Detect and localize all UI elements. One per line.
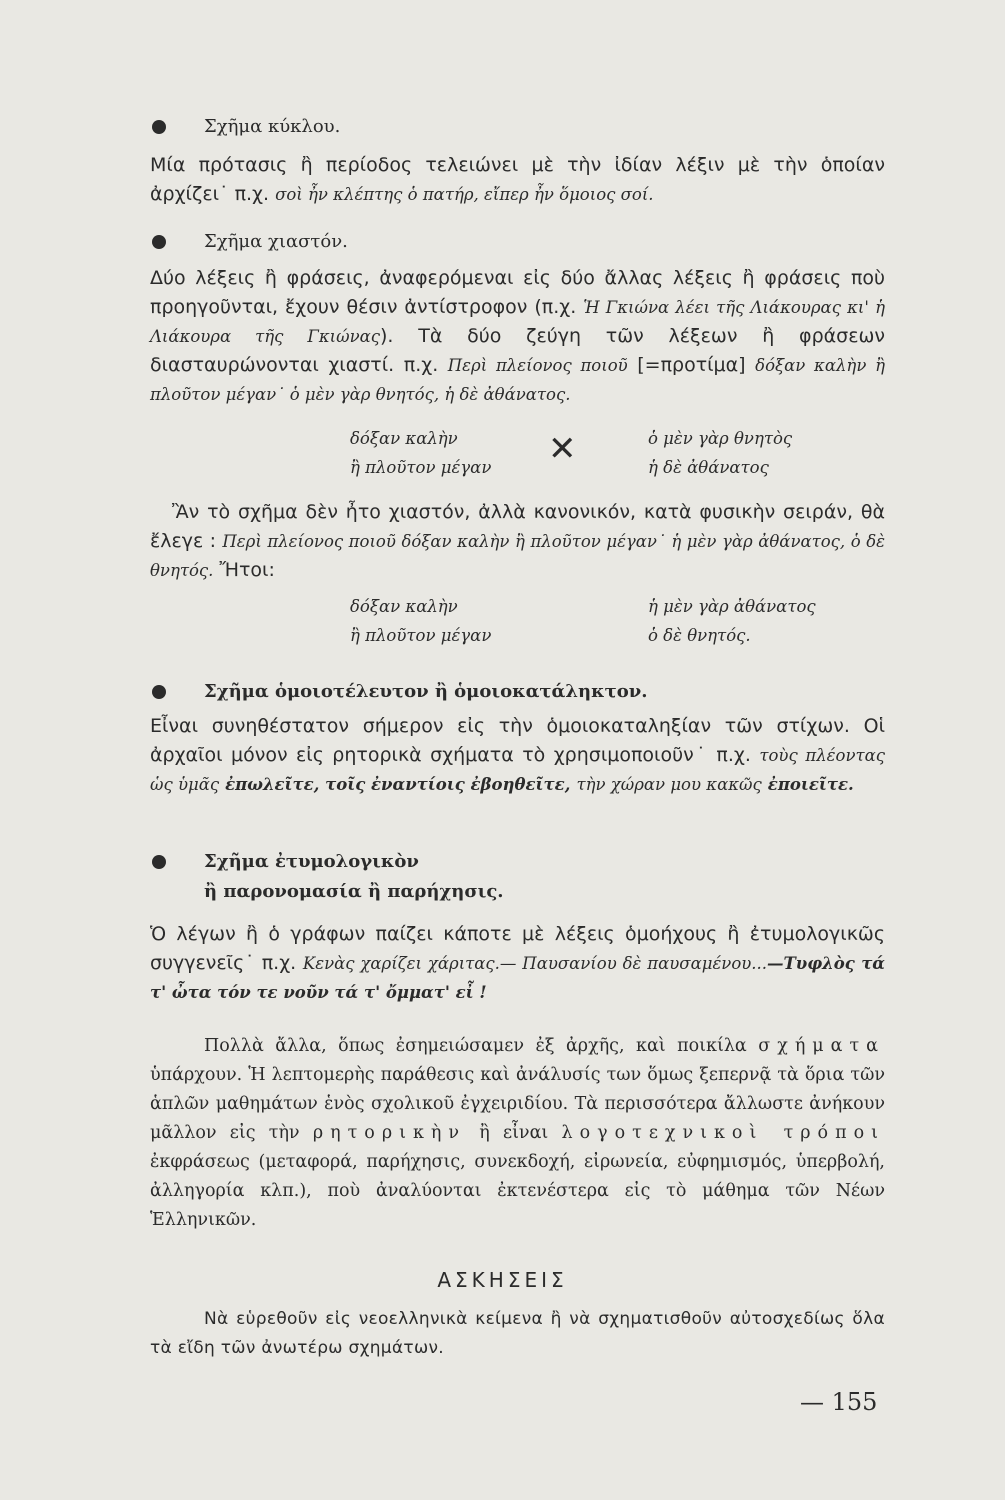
cross-icon: ✕ [548, 429, 577, 469]
section-closing [150, 1032, 885, 1235]
paragraph: Εἶναι συνηθέστατον σήμερον εἰς τὴν ὁμοιοκαταληξίαν τῶν στίχων. Οἱ ἀρχαῖοι μόνον εἰς ρητορικὰ σχήματα τὸ χρησιμοποιοῦν˙ π.χ. τοὺς πλέοντας ὡς ὑμᾶς ἐπωλεῖτε, τοῖς ἐναντίοις ἐβοηθεῖτε, τὴν χώραν μου κακῶς ἐποιεῖτε. [150, 715, 885, 794]
paragraph: Νὰ εὑρεθοῦν εἰς νεοελληνικὰ κείμενα ἢ νὰ σχηματισθοῦν αὐτοσχεδίως ὅλα τὰ εἴδη τῶν ἀνωτέρω σχημάτων. [150, 1309, 885, 1358]
paragraph: Ἂν τὸ σχῆμα δὲν ἦτο χιαστόν, ἀλλὰ κανονικόν, κατὰ φυσικὴν σειράν, θὰ ἔλεγε : Περὶ πλείονος ποιοῦ δόξαν καλὴν ἢ πλοῦτον μέγαν˙ ἡ μὲν γὰρ ἀθάνατος, ὁ δὲ θνητός. Ἤτοι: [150, 501, 885, 581]
diagram-left-2: ἢ πλοῦτον μέγαν [350, 458, 492, 477]
diagram-left-1: δόξαν καλὴν [350, 597, 458, 616]
paragraph: Μία πρότασις ἢ περίοδος τελειώνει μὲ τὴν ἰδίαν λέξιν μὲ τὴν ὁποίαν ἀρχίζει˙ π.χ. σοὶ ἦν κλέπτης ὁ πατήρ, εἴπερ ἦν ὅμοιος σοί. [150, 154, 885, 205]
page-number: — 155 [800, 1388, 878, 1416]
paragraph: Ὁ λέγων ἢ ὁ γράφων παίζει κάποτε μὲ λέξεις ὁμοήχους ἢ ἐτυμολογικῶς συγγενεῖς˙ π.χ. Κενὰς χαρίζει χάριτας.— Παυσανίου δὲ παυσαμένου...—Τυφλὸς τά τ' ὦτα τόν τε νοῦν τά τ' ὄμματ' εἶ ! [150, 923, 885, 1002]
bullet-icon [152, 685, 166, 699]
paragraph: Πολλὰ ἄλλα, ὅπως ἐσημειώσαμεν ἐξ ἀρχῆς, καὶ ποικίλα σχήματα ὑπάρχουν. Ἡ λεπτομερὴς παράθεσις καὶ ἀνάλυσίς των ὅμως ξεπερνᾷ τὰ ὅρια τῶν ἁπλῶν μαθημάτων ἑνὸς σχολικοῦ ἐγχειριδίου. Τὰ περισσότερα ἄλλωστε ἀνήκουν μᾶλλον εἰς τὴν ρητορικὴν ἢ εἶναι λογοτεχνικοὶ τρόποι ἐκφράσεως (μεταφορά, παρήχησις, συνεκδοχή, εἰρωνεία, εὐφημισμός, ὑπερβολή, ἀλληγορία κλπ.), ποὺ ἀναλύονται ἐκτενέστερα εἰς τὸ μάθημα τῶν Νέων Ἑλληνικῶν. [150, 1036, 885, 1230]
bullet-icon [152, 235, 166, 249]
section-circle [150, 113, 885, 209]
section-homoioteleuton [150, 678, 885, 799]
section-etymological [150, 848, 885, 1007]
section-regular [150, 498, 885, 585]
diagram-right-2: ὁ δὲ θνητός. [648, 626, 751, 645]
section-heading: Σχῆμα ὁμοιοτέλευτον ἢ ὁμοιοκατάληκτον. [150, 678, 885, 706]
section-heading: Σχῆμα κύκλου. [150, 113, 885, 141]
section-subheading: ἢ παρονομασία ἢ παρήχησις. [204, 881, 504, 902]
bullet-icon [152, 855, 166, 869]
diagram-right-2: ἡ δὲ ἀθάνατος [648, 458, 769, 477]
diagram-right-1: ἡ μὲν γὰρ ἀθάνατος [648, 597, 816, 616]
diagram-left-1: δόξαν καλὴν [350, 429, 458, 448]
diagram-left-2: ἢ πλοῦτον μέγαν [350, 626, 492, 645]
bullet-icon [152, 120, 166, 134]
section-exercises [150, 1305, 885, 1363]
exercises-title: ΑΣΚΗΣΕΙΣ [437, 1268, 568, 1292]
section-heading: Σχῆμα ἐτυμολογικὸν [150, 848, 885, 876]
section-chiasm [150, 228, 885, 409]
diagram-right-1: ὁ μὲν γὰρ θνητὸς [648, 429, 793, 448]
section-heading: Σχῆμα χιαστόν. [150, 228, 885, 256]
paragraph: Δύο λέξεις ἢ φράσεις, ἀναφερόμεναι εἰς δύο ἄλλας λέξεις ἢ φράσεις ποὺ προηγοῦνται, ἔχουν θέσιν ἀντίστροφον (π.χ. Ἡ Γκιώνα λέει τῆς Λιάκουρας κι' ἡ Λιάκουρα τῆς Γκιώνας). Τὰ δύο ζεύγη τῶν λέξεων ἢ φράσεων διασταυρώνονται χιαστί. π.χ. Περὶ πλείονος ποιοῦ [=προτίμα] δόξαν καλὴν ἢ πλοῦτον μέγαν˙ ὁ μὲν γὰρ θνητός, ἡ δὲ ἀθάνατος. [150, 267, 885, 404]
